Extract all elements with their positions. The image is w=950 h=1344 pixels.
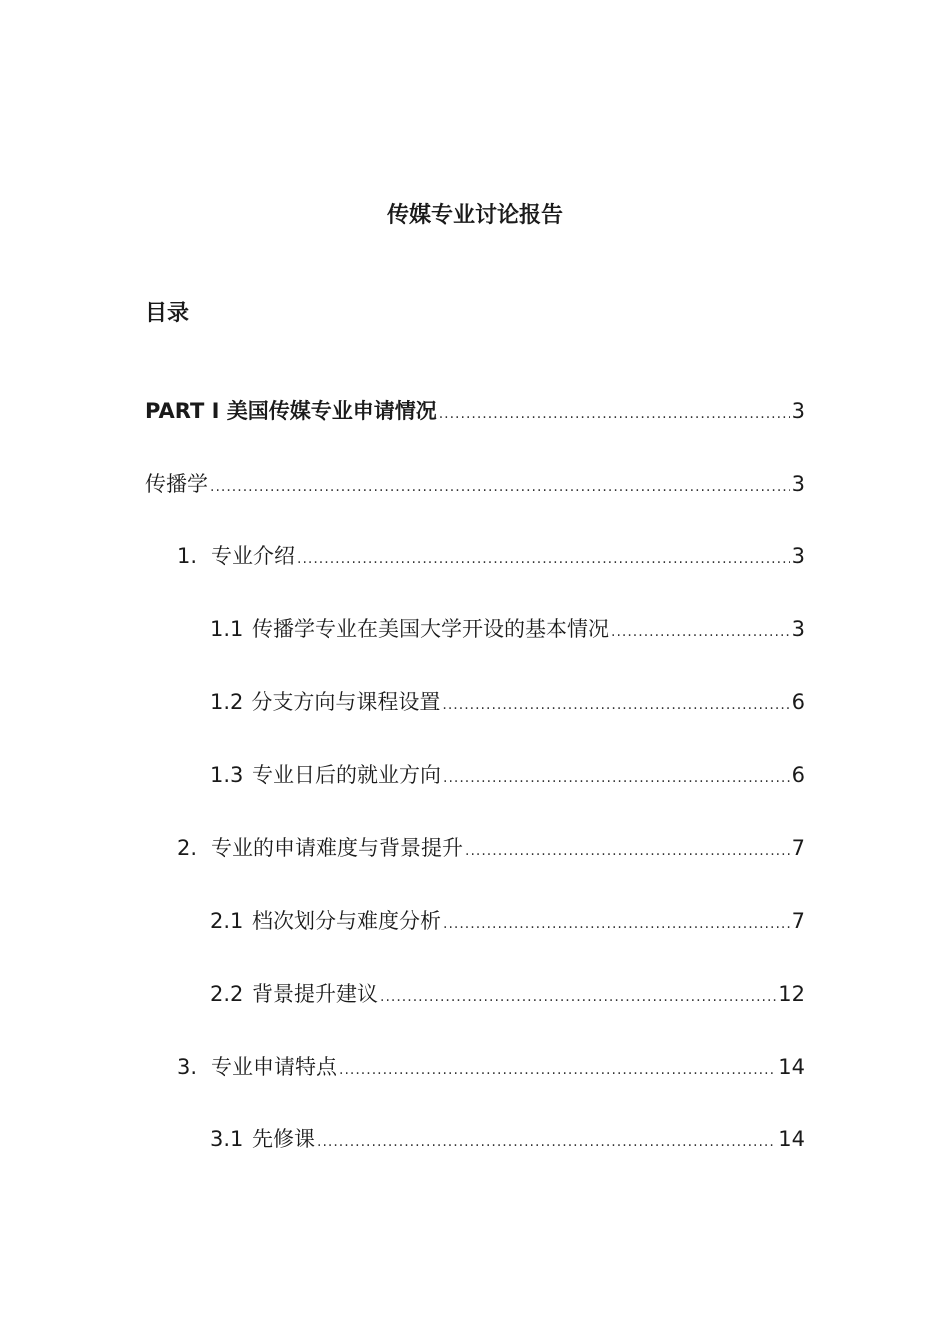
toc-leader [210,472,790,502]
toc-leader [297,544,790,574]
toc-page-number: 6 [791,763,805,787]
toc-entry-1-3[interactable] [210,760,805,793]
toc-entry-part-1[interactable] [145,396,805,429]
toc-leader [439,399,790,429]
toc-entry-text: 传播学 [145,472,208,496]
toc-leader [611,617,790,647]
toc-entry-text: 档次划分与难度分析 [252,909,441,933]
toc-leader [465,836,790,866]
toc-entry-text: 专业介绍 [211,544,295,568]
toc-entry-text: 先修课 [252,1127,315,1151]
toc-entry-2-2[interactable] [210,979,805,1012]
toc-entry-number: 1. [177,544,198,568]
toc-entry-number: 1.3 [210,763,244,787]
toc-entry-text: 背景提升建议 [252,982,378,1006]
toc-entry-2-1[interactable] [210,906,805,939]
toc-entry-text: 专业日后的就业方向 [252,763,441,787]
toc-page-number: 3 [791,617,805,641]
toc-entry-1-2[interactable] [210,687,805,720]
toc-entry-number: 3.1 [210,1127,244,1151]
toc-page-number: 7 [791,909,805,933]
toc-entry-2[interactable] [177,833,805,866]
toc-page-number: 7 [791,836,805,860]
toc-entry-text: 传播学专业在美国大学开设的基本情况 [252,617,609,641]
document-title: 传媒专业讨论报告 [386,203,563,228]
toc-heading: 目录 [145,301,190,326]
toc-entry-number: 1.1 [210,617,244,641]
toc-leader [317,1127,776,1157]
toc-page-number: 14 [778,1055,805,1079]
toc-entry-text: 分支方向与课程设置 [251,690,441,714]
toc-leader [442,690,789,720]
toc-entry-1[interactable] [177,541,805,574]
toc-page-number: 3 [791,472,805,496]
toc-page-number: 14 [778,1127,805,1151]
toc-page-number: 12 [778,982,805,1006]
toc-leader [443,909,790,939]
toc-leader [380,982,776,1012]
toc-entry-number: 2.2 [210,982,244,1006]
toc-page-number: 6 [791,690,805,714]
toc-entry-number: 3. [177,1055,198,1079]
toc-page-number: 3 [791,544,805,568]
toc-entry-text: 专业的申请难度与背景提升 [211,836,463,860]
toc-entry-3-1[interactable] [210,1124,805,1157]
toc-leader [443,763,790,793]
toc-page-number: 3 [791,399,805,423]
toc-entry-text: 专业申请特点 [211,1055,337,1079]
toc-entry-number: 2.1 [210,909,244,933]
toc-leader [339,1055,776,1085]
toc-entry-number: 2. [177,836,198,860]
toc-entry-3[interactable] [177,1052,805,1085]
toc-entry-number: 1.2 [210,690,244,714]
toc-entry-communication[interactable] [145,469,805,502]
toc-entry-1-1[interactable] [210,614,805,647]
toc-entry-text: PART I 美国传媒专业申请情况 [145,399,437,423]
